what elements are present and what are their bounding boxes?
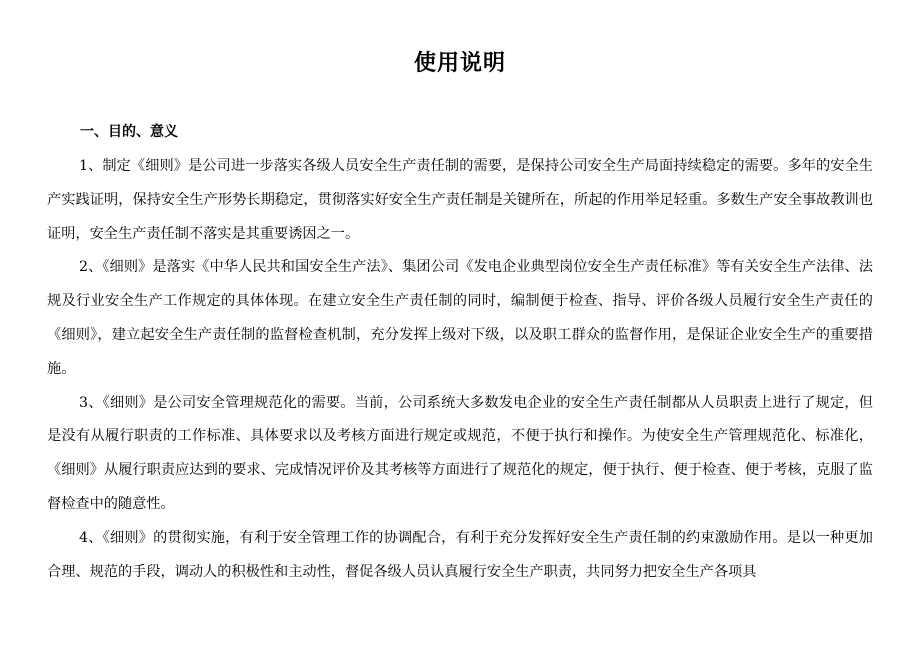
section-heading: 一、目的、意义 <box>80 124 178 140</box>
paragraph-4: 4、《细则》的贯彻实施，有利于安全管理工作的协调配合，有利于充分发挥好安全生产责任制的约束激励作用。是以一种更加合理、规范的手段，调动人的积极性和主动性，督促各级人员认真履行安全生产职责，共同努力把安全生产各项具 <box>47 529 873 580</box>
body-text <box>47 150 873 589</box>
paragraph-2: 2、《细则》是落实《中华人民共和国安全生产法》、集团公司《发电企业典型岗位安全生产责任标准》等有关安全生产法律、法规及行业安全生产工作规定的具体体现。在建立安全生产责任制的同时，编制便于检查、指导、评价各级人员履行安全生产责任的《细则》，建立起安全生产责任制的监督检查机制，充分发挥上级对下级，以及职工群众的监督作用，是保证企业安全生产的重要措施。 <box>47 259 873 377</box>
paragraph-1: 1、制定《细则》是公司进一步落实各级人员安全生产责任制的需要，是保持公司安全生产局面持续稳定的需要。多年的安全生产实践证明，保持安全生产形势长期稳定，贯彻落实好安全生产责任制是关键所在，所起的作用举足轻重。多数生产安全事故教训也证明，安全生产责任制不落实是其重要诱因之一。 <box>47 158 873 242</box>
paragraph-3: 3、《细则》是公司安全管理规范化的需要。当前，公司系统大多数发电企业的安全生产责任制都从人员职责上进行了规定，但是没有从履行职责的工作标准、具体要求以及考核方面进行规定或规范，不便于执行和操作。为使安全生产管理规范化、标准化，《细则》从履行职责应达到的要求、完成情况评价及其考核等方面进行了规范化的规定，便于执行、便于检查、便于考核，克服了监督检查中的随意性。 <box>47 394 873 512</box>
page-title: 使用说明 <box>413 51 506 76</box>
